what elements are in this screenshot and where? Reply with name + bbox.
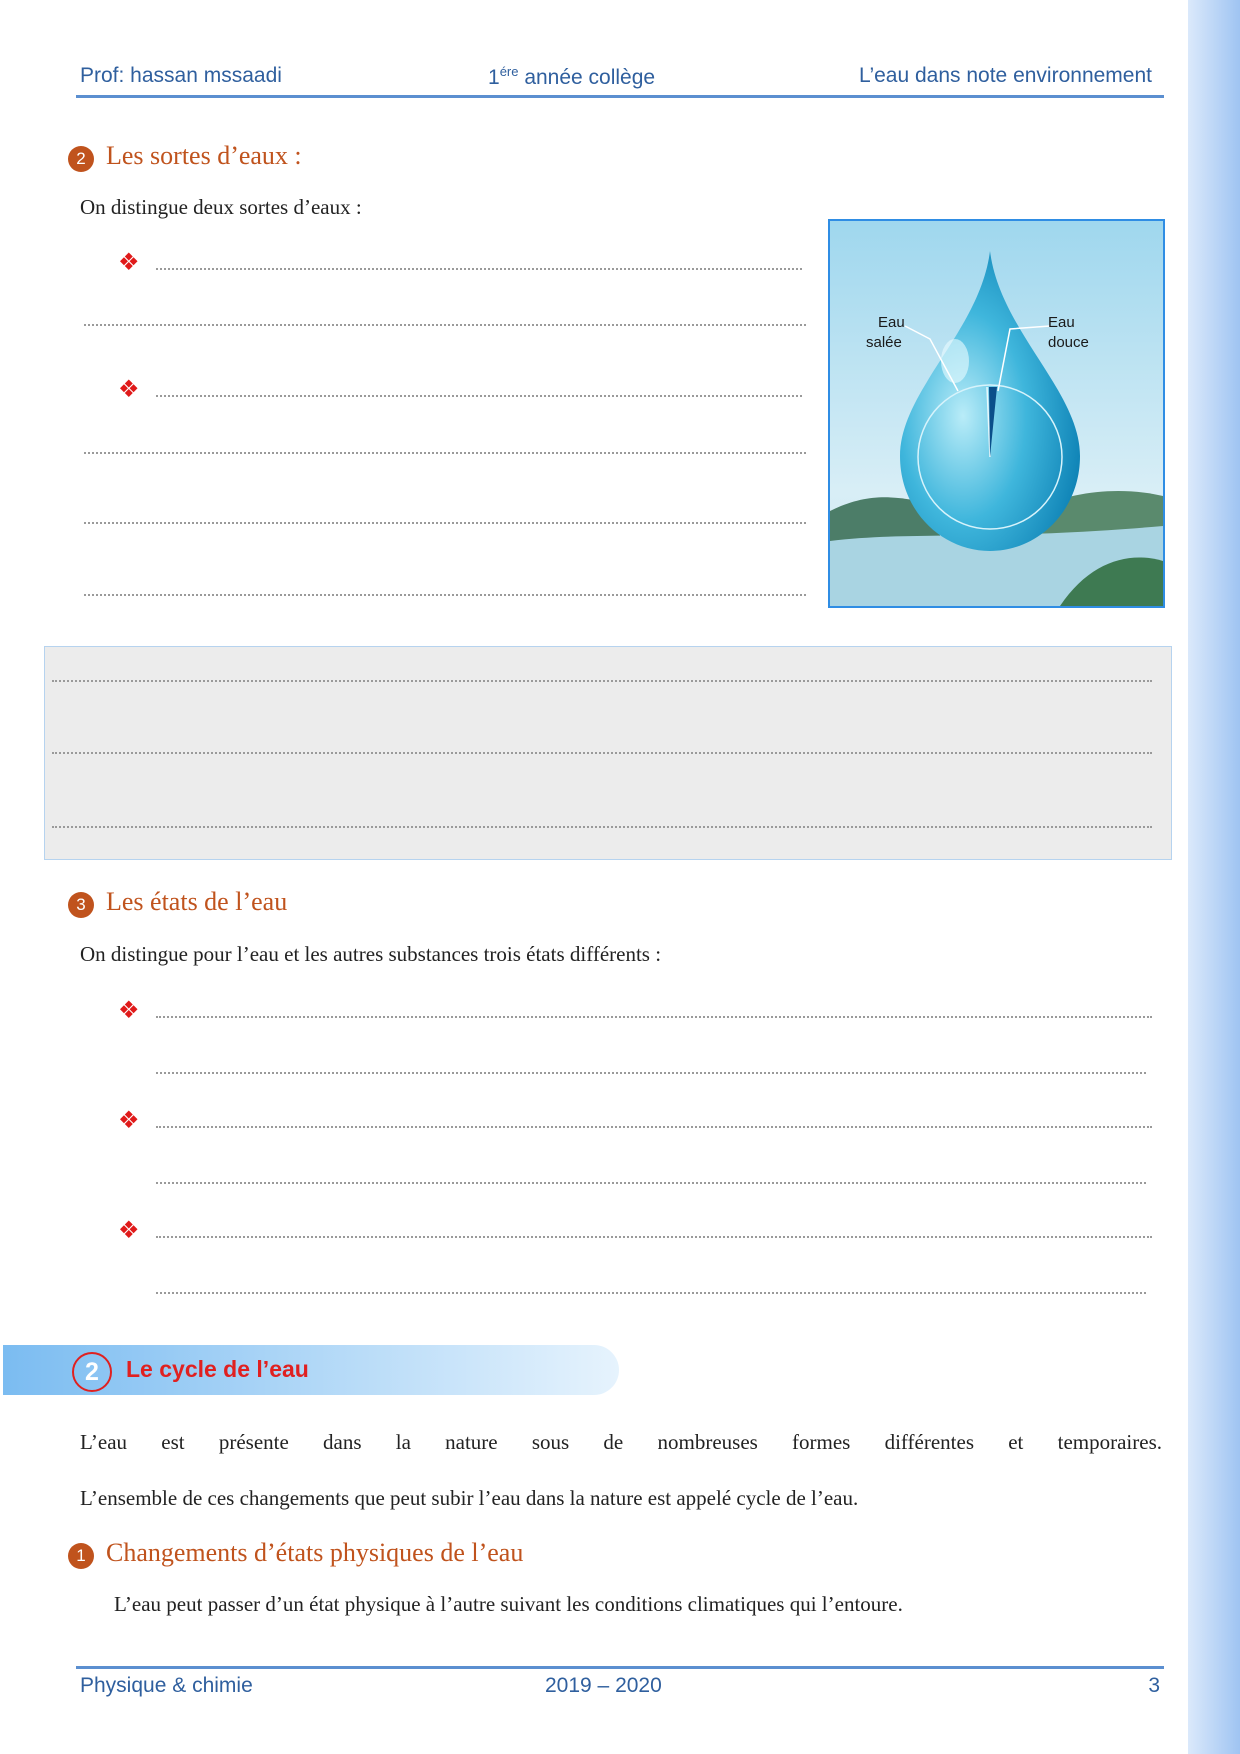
chapter-title-cycle: Le cycle de l’eau [126, 1356, 309, 1382]
answer-line[interactable] [156, 1236, 1152, 1238]
header-level-number: 1 [488, 66, 500, 89]
changements-paragraph: L’eau peut passer d’un état physique à l’autre suivant les conditions climatiques qui l’entoure. [114, 1592, 903, 1616]
answer-line[interactable] [52, 826, 1152, 828]
answer-line[interactable] [156, 1292, 1146, 1294]
diamond-bullet-icon: ❖ [118, 250, 140, 276]
diamond-bullet-icon: ❖ [118, 998, 140, 1024]
footer-page-number: 3 [1148, 1674, 1160, 1697]
diamond-bullet-icon: ❖ [118, 1218, 140, 1244]
section-title-etats: Les états de l’eau [106, 887, 288, 916]
answer-line[interactable] [84, 522, 806, 524]
answer-line[interactable] [52, 680, 1152, 682]
figure-label-fresh-water-2: douce [1048, 334, 1089, 351]
answer-line[interactable] [156, 395, 802, 397]
figure-label-salt-water-1: Eau [878, 314, 905, 331]
section-intro-sortes: On distingue deux sortes d’eaux : [80, 195, 362, 219]
diamond-bullet-icon: ❖ [118, 1108, 140, 1134]
answer-line[interactable] [156, 1182, 1146, 1184]
header-chapter: L’eau dans note environnement [858, 64, 1152, 87]
chapter-number-circle: 2 [72, 1352, 112, 1392]
answer-line[interactable] [84, 452, 806, 454]
header-rule [76, 95, 1164, 98]
footer-subject: Physique & chimie [80, 1674, 253, 1697]
footer-rule [76, 1666, 1164, 1669]
answer-line[interactable] [156, 1016, 1152, 1018]
answer-line[interactable] [84, 594, 806, 596]
diamond-bullet-icon: ❖ [118, 377, 140, 403]
section-number-badge: 3 [68, 892, 94, 918]
section-intro-etats: On distingue pour l’eau et les autres substances trois états différents : [80, 942, 662, 966]
cycle-paragraph-line-1: L’eau est présente dans la nature sous de nombreuses formes différentes et temporaires. [80, 1430, 1162, 1454]
water-drop-figure [828, 219, 1165, 608]
cycle-paragraph-line-2: L’ensemble de ces changements que peut subir l’eau dans la nature est appelé cycle de l’eau. [80, 1486, 859, 1510]
section-number-badge: 1 [68, 1543, 94, 1569]
figure-label-salt-water-2: salée [866, 334, 902, 351]
answer-line[interactable] [84, 324, 806, 326]
header-level [488, 64, 655, 90]
section-title-changements: Changements d’états physiques de l’eau [106, 1538, 524, 1567]
section-title-sortes: Les sortes d’eaux : [106, 141, 302, 170]
section-number-badge: 2 [68, 146, 94, 172]
answer-line[interactable] [156, 1072, 1146, 1074]
header-level-superscript: ére [499, 64, 519, 79]
header-author: Prof: hassan mssaadi [80, 64, 282, 87]
header-level-text: année collège [518, 66, 656, 89]
page-side-band [1188, 0, 1240, 1754]
water-drop-illustration [830, 221, 1163, 606]
answer-line[interactable] [156, 1126, 1152, 1128]
footer-school-year: 2019 – 2020 [545, 1674, 662, 1697]
answer-line[interactable] [156, 268, 802, 270]
figure-label-fresh-water-1: Eau [1048, 314, 1075, 331]
answer-line[interactable] [52, 752, 1152, 754]
